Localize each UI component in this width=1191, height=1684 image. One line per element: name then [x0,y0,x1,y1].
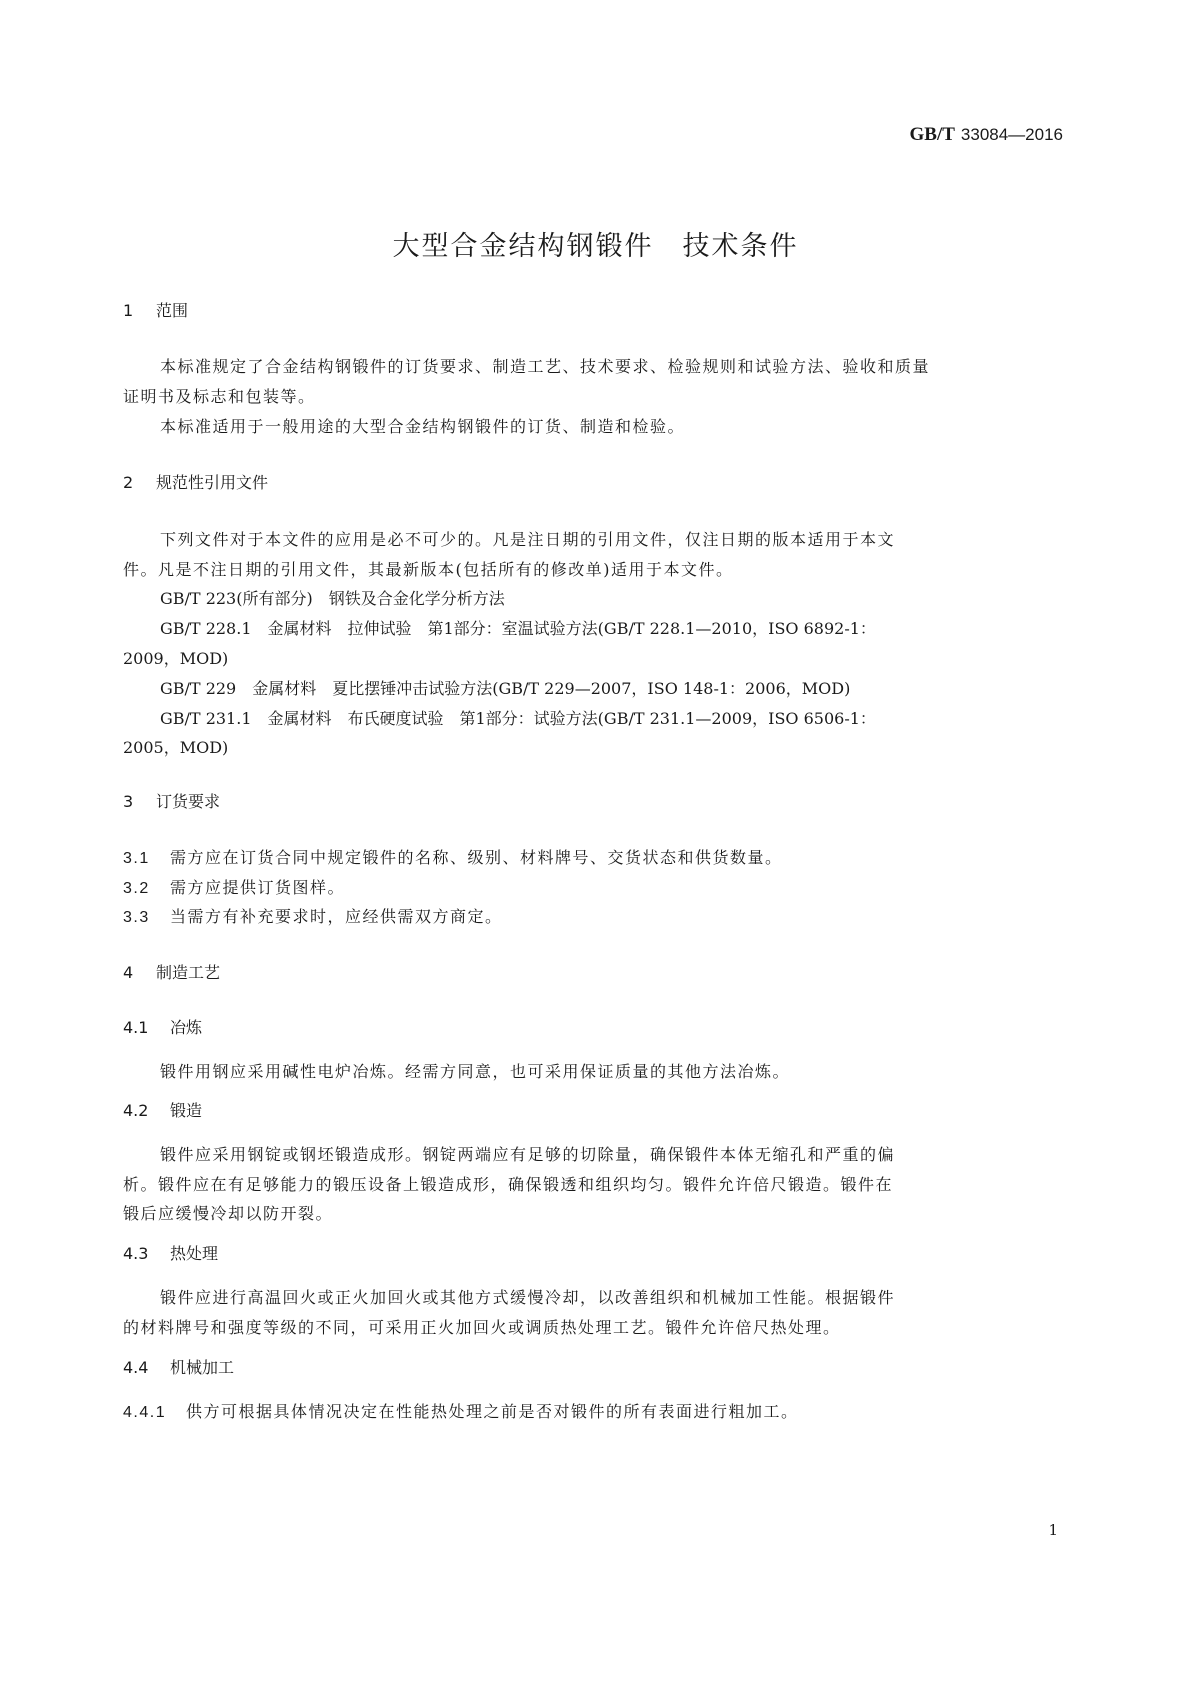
reference-item-continued: 2009，MOD) [123,649,229,668]
section-number: 1 [123,301,134,320]
section-title: 订货要求 [156,792,221,811]
reference-item-continued: 2005，MOD) [123,738,229,757]
section-heading-2 [123,470,268,493]
clause-3-2 [123,875,345,898]
paragraph: 锻件应进行高温回火或正火加回火或其他方式缓慢冷却，以改善组织和机械加工性能。根据锻件 [160,1288,896,1307]
section-heading-3 [123,789,220,812]
section-title: 制造工艺 [156,963,221,982]
clause-4-4-1 [123,1399,799,1422]
reference-item: GB/T 223(所有部分) 钢铁及合金化学分析方法 [160,589,505,608]
clause-number: 3.3 [123,909,150,926]
reference-item: GB/T 231.1 金属材料 布氏硬度试验 第1部分：试验方法(GB/T 231.1—2009，ISO 6506-1： [160,709,876,728]
section-title: 规范性引用文件 [156,473,269,492]
subsection-number: 4.2 [123,1101,149,1120]
document-title: 大型合金结构钢锻件 技术条件 [392,231,799,262]
subsection-number: 4.3 [123,1244,149,1263]
clause-text: 需方应提供订货图样。 [170,878,346,897]
section-title: 范围 [156,301,189,320]
subsection-title: 冶炼 [170,1018,203,1037]
reference-item: GB/T 228.1 金属材料 拉伸试验 第1部分：室温试验方法(GB/T 228.1—2010，ISO 6892-1： [160,619,876,638]
subsection-number: 4.4 [123,1358,149,1377]
clause-3-3 [123,904,503,927]
page-number: 1 [1048,1521,1058,1539]
clause-number: 3.2 [123,880,150,897]
section-number: 2 [123,473,134,492]
subsection-heading-4-2 [123,1098,202,1121]
paragraph: 的材料牌号和强度等级的不同，可采用正火加回火或调质热处理工艺。锻件允许倍尺热处理。 [123,1318,841,1337]
paragraph: 锻件用钢应采用碱性电炉冶炼。经需方同意，也可采用保证质量的其他方法冶炼。 [160,1062,791,1081]
clause-text: 供方可根据具体情况决定在性能热处理之前是否对锻件的所有表面进行粗加工。 [186,1402,799,1421]
paragraph: 锻件应采用钢锭或钢坯锻造成形。钢锭两端应有足够的切除量，确保锻件本体无缩孔和严重的偏 [160,1145,896,1164]
standard-prefix: GB/T [909,124,955,145]
subsection-number: 4.1 [123,1018,149,1037]
subsection-heading-4-3 [123,1241,218,1264]
section-heading-4 [123,960,220,983]
clause-number: 4.4.1 [123,1404,167,1421]
section-number: 4 [123,963,134,982]
standard-code: 33084—2016 [960,125,1063,144]
paragraph: 本标准规定了合金结构钢锻件的订货要求、制造工艺、技术要求、检验规则和试验方法、验收和质量 [160,357,931,376]
subsection-title: 机械加工 [170,1358,235,1377]
reference-item: GB/T 229 金属材料 夏比摆锤冲击试验方法(GB/T 229—2007，ISO 148-1：2006，MOD) [160,679,851,698]
subsection-title: 热处理 [170,1244,219,1263]
paragraph: 锻后应缓慢冷却以防开裂。 [123,1204,334,1223]
clause-number: 3.1 [123,850,150,867]
clause-text: 当需方有补充要求时，应经供需双方商定。 [170,907,503,926]
subsection-title: 锻造 [170,1101,203,1120]
clause-text: 需方应在订货合同中规定锻件的名称、级别、材料牌号、交货状态和供货数量。 [170,848,783,867]
subsection-heading-4-4 [123,1355,234,1378]
subsection-heading-4-1 [123,1015,202,1038]
clause-3-1 [123,845,783,868]
paragraph: 本标准适用于一般用途的大型合金结构钢锻件的订货、制造和检验。 [160,417,686,436]
section-heading-1 [123,298,188,321]
paragraph: 件。凡是不注日期的引用文件，其最新版本(包括所有的修改单)适用于本文件。 [123,560,734,579]
paragraph: 证明书及标志和包装等。 [123,387,316,406]
paragraph: 下列文件对于本文件的应用是必不可少的。凡是注日期的引用文件，仅注日期的版本适用于本文 [160,530,896,549]
standard-number [910,124,1064,146]
paragraph: 析。锻件应在有足够能力的锻压设备上锻造成形，确保锻透和组织均匀。锻件允许倍尺锻造。锻件在 [123,1175,894,1194]
section-number: 3 [123,792,134,811]
